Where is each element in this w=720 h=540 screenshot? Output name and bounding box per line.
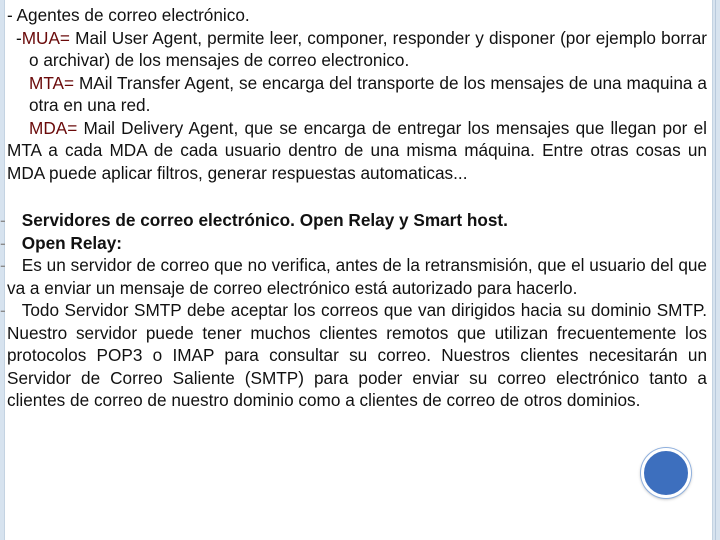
right-frame-border — [712, 0, 720, 540]
mua-dash: - — [16, 27, 22, 48]
open-relay-heading — [0, 232, 707, 255]
smtp-paragraph — [0, 299, 707, 412]
mta-term: MTA= — [29, 72, 75, 93]
mda-text: Mail Delivery Agent, que se encarga de entregar los mensajes que llegan por el MTA a cada MDA de cada usuario dentro de una misma máquina. Entre otras cosas un MDA puede aplicar filtros, generar respuestas automaticas... — [7, 117, 707, 183]
decorative-circle — [641, 448, 691, 498]
open-relay-dash: - — [0, 232, 6, 253]
smtp-text: Todo Servidor SMTP debe aceptar los correos que van dirigidos hacia su dominio SMTP. Nuestro servidor puede tener muchos clientes remotos que utilizan frecuentemente los protocolos POP3 o IMAP para consultar su correo. Nuestros clientes necesitarán un Servidor de Correo Saliente (SMTP) para poder enviar su correo electrónico tanto a clientes de correo de nuestro dominio como a clientes de correo de otros dominios. — [7, 300, 707, 410]
mta-text: MAil Transfer Agent, se encarga del transporte de los mensajes de una maquina a otra en una red. — [29, 72, 707, 115]
mda-term: MDA= — [29, 117, 78, 138]
servers-heading — [0, 209, 707, 232]
slide-body — [0, 4, 707, 412]
open-relay-text: Es un servidor de correo que no verifica, antes de la retransmisión, que el usuario del que va a enviar un mensaje de correo electrónico está autorizado para hacerlo. — [7, 255, 707, 298]
mua-text: Mail User Agent, permite leer, componer, responder y disponer (por ejemplo borrar o archivar) de los mensajes de correo electronico. — [29, 27, 707, 70]
open-relay-heading-text: Open Relay: — [21, 232, 123, 253]
servers-heading-text: Servidores de correo electrónico. Open Relay y Smart host. — [21, 210, 508, 230]
mda-paragraph — [7, 117, 707, 185]
mta-paragraph — [7, 72, 707, 117]
servers-dash: - — [0, 210, 6, 230]
mail-agents-heading: - Agentes de correo electrónico. — [7, 5, 250, 25]
smtp-dash: - — [0, 300, 6, 320]
open-relay-paragraph — [0, 254, 707, 299]
mua-term: MUA= — [21, 27, 70, 48]
open-relay-text-dash: - — [0, 255, 6, 275]
mua-paragraph — [7, 27, 707, 72]
spacer — [7, 184, 707, 209]
